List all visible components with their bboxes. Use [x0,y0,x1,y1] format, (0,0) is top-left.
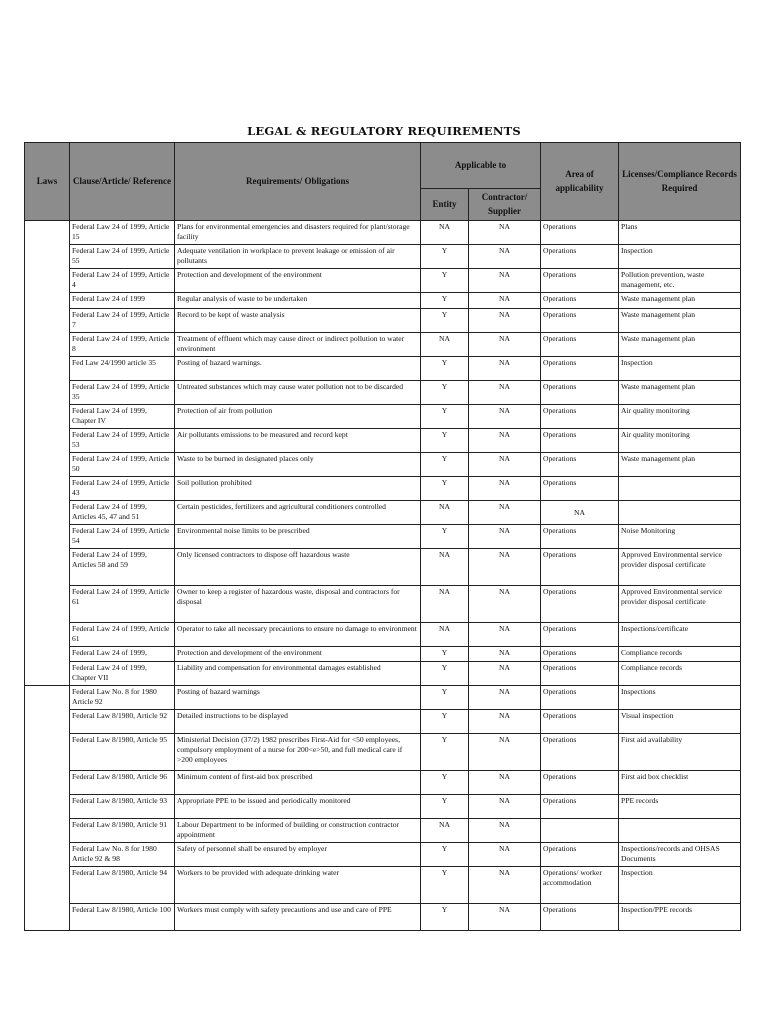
table-row [25,357,741,381]
contractor-cell: NA [469,586,541,623]
area-cell: Operations [541,549,619,586]
contractor-cell: NA [469,771,541,795]
contractor-cell: NA [469,867,541,904]
records-cell: Plans [619,221,741,245]
entity-cell: NA [421,501,469,525]
contractor-cell: NA [469,453,541,477]
requirement-cell: Waste to be burned in designated places only [175,453,421,477]
entity-cell: Y [421,710,469,734]
table-row [25,795,741,819]
requirement-cell: Ministerial Decision (37/2) 1982 prescribes First-Aid for <50 employees, compulsory employment of a nurse for 200<e>50, and full medical care if >200 employees [175,734,421,771]
area-cell: Operations [541,771,619,795]
entity-cell: Y [421,734,469,771]
entity-cell: Y [421,795,469,819]
table-row [25,333,741,357]
clause-cell: Federal Law 24 of 1999, Article 43 [70,477,175,501]
records-cell: Waste management plan [619,293,741,309]
entity-cell: Y [421,662,469,686]
contractor-cell: NA [469,477,541,501]
table-row [25,293,741,309]
requirement-cell: Air pollutants emissions to be measured and record kept [175,429,421,453]
contractor-cell: NA [469,381,541,405]
table-row [25,586,741,623]
records-cell: Compliance records [619,662,741,686]
entity-cell: Y [421,525,469,549]
contractor-cell: NA [469,647,541,662]
area-cell: Operations [541,662,619,686]
records-cell: Pollution prevention, waste management, etc. [619,269,741,293]
contractor-cell: NA [469,309,541,333]
contractor-cell: NA [469,623,541,647]
entity-cell: Y [421,429,469,453]
entity-cell: Y [421,309,469,333]
area-cell: Operations [541,245,619,269]
requirement-cell: Only licensed contractors to dispose off hazardous waste [175,549,421,586]
area-cell: Operations [541,221,619,245]
requirement-cell: Untreated substances which may cause water pollution not to be discarded [175,381,421,405]
table-body [25,221,741,931]
area-cell: Operations [541,429,619,453]
header-records: Licenses/Compliance Records Required [619,143,741,221]
clause-cell: Federal Law 24 of 1999, Article 53 [70,429,175,453]
clause-cell: Federal Law 8/1980, Article 95 [70,734,175,771]
header-laws: Laws [25,143,70,221]
area-cell [541,819,619,843]
clause-cell: Federal Law 24 of 1999, Chapter VII [70,662,175,686]
table-row [25,501,741,525]
table-row [25,429,741,453]
area-cell: Operations [541,453,619,477]
requirement-cell: Environmental noise limits to be prescribed [175,525,421,549]
requirement-cell: Protection of air from pollution [175,405,421,429]
clause-cell: Federal Law 24 of 1999, Article 61 [70,586,175,623]
header-contractor: Contractor/ Supplier [469,189,541,221]
contractor-cell: NA [469,686,541,710]
clause-cell: Federal Law 24 of 1999, Article 15 [70,221,175,245]
records-cell: Inspection/PPE records [619,904,741,931]
law-group-cell [25,686,70,931]
table-row [25,477,741,501]
table-row [25,734,741,771]
clause-cell: Federal Law 24 of 1999, Article 4 [70,269,175,293]
records-cell: Visual inspection [619,710,741,734]
contractor-cell: NA [469,245,541,269]
clause-cell: Federal Law 24 of 1999 [70,293,175,309]
clause-cell: Federal Law 24 of 1999, Chapter IV [70,405,175,429]
requirement-cell: Treatment of effluent which may cause direct or indirect pollution to water environment [175,333,421,357]
contractor-cell: NA [469,429,541,453]
entity-cell: Y [421,477,469,501]
requirement-cell: Record to be kept of waste analysis [175,309,421,333]
table-row [25,686,741,710]
law-group-cell [25,221,70,686]
contractor-cell: NA [469,819,541,843]
clause-cell: Federal Law 8/1980, Article 96 [70,771,175,795]
clause-cell: Federal Law 24 of 1999, Article 54 [70,525,175,549]
entity-cell: Y [421,867,469,904]
clause-cell: Federal Law No. 8 for 1980 Article 92 & 98 [70,843,175,867]
entity-cell: Y [421,357,469,381]
entity-cell: Y [421,453,469,477]
contractor-cell: NA [469,662,541,686]
area-cell: Operations [541,734,619,771]
records-cell [619,819,741,843]
table-row [25,381,741,405]
header-area: Area of applicability [541,143,619,221]
entity-cell: NA [421,586,469,623]
entity-cell: Y [421,245,469,269]
area-cell: Operations [541,623,619,647]
requirement-cell: Certain pesticides, fertilizers and agricultural conditioners controlled [175,501,421,525]
contractor-cell: NA [469,549,541,586]
table-row [25,221,741,245]
area-cell: Operations [541,293,619,309]
records-cell: Waste management plan [619,309,741,333]
records-cell: Air quality monitoring [619,405,741,429]
requirement-cell: Soil pollution prohibited [175,477,421,501]
area-cell: Operations [541,904,619,931]
entity-cell: Y [421,686,469,710]
table-row [25,843,741,867]
contractor-cell: NA [469,904,541,931]
area-cell: Operations [541,333,619,357]
area-cell: Operations [541,357,619,381]
table-row [25,867,741,904]
requirement-cell: Appropriate PPE to be issued and periodically monitored [175,795,421,819]
requirement-cell: Safety of personnel shall be ensured by employer [175,843,421,867]
area-cell: NA [541,501,619,525]
table-row [25,549,741,586]
area-cell: Operations [541,525,619,549]
records-cell: Inspection [619,357,741,381]
contractor-cell: NA [469,269,541,293]
table-row [25,405,741,429]
requirement-cell: Liability and compensation for environmental damages established [175,662,421,686]
table-row [25,623,741,647]
contractor-cell: NA [469,221,541,245]
clause-cell: Federal Law 24 of 1999, Article 55 [70,245,175,269]
contractor-cell: NA [469,357,541,381]
clause-cell: Federal Law No. 8 for 1980 Article 92 [70,686,175,710]
entity-cell: Y [421,269,469,293]
area-cell: Operations [541,269,619,293]
area-cell: Operations [541,647,619,662]
clause-cell: Federal Law 24 of 1999, Article 8 [70,333,175,357]
entity-cell: Y [421,381,469,405]
requirement-cell: Minimum content of first-aid box prescribed [175,771,421,795]
clause-cell: Federal Law 24 of 1999, Article 35 [70,381,175,405]
requirement-cell: Adequate ventilation in workplace to prevent leakage or emission of air pollutants [175,245,421,269]
entity-cell: NA [421,623,469,647]
contractor-cell: NA [469,843,541,867]
clause-cell: Federal Law 8/1980, Article 94 [70,867,175,904]
entity-cell: NA [421,221,469,245]
area-cell: Operations [541,405,619,429]
requirement-cell: Operator to take all necessary precautions to ensure no damage to environment [175,623,421,647]
requirement-cell: Workers must comply with safety precautions and use and care of PPE [175,904,421,931]
clause-cell: Federal Law 24 of 1999, [70,647,175,662]
records-cell: Waste management plan [619,333,741,357]
table-row [25,309,741,333]
table-row [25,647,741,662]
entity-cell: Y [421,647,469,662]
entity-cell: NA [421,819,469,843]
records-cell: Inspections [619,686,741,710]
records-cell: Inspection [619,245,741,269]
table-row [25,453,741,477]
records-cell: PPE records [619,795,741,819]
header-applicable-to: Applicable to [421,143,541,189]
records-cell: Compliance records [619,647,741,662]
records-cell: Approved Environmental service provider disposal certificate [619,586,741,623]
records-cell: Inspections/records and OHSAS Documents [619,843,741,867]
requirement-cell: Detailed instructions to be displayed [175,710,421,734]
entity-cell: NA [421,549,469,586]
table-row [25,710,741,734]
records-cell [619,501,741,525]
clause-cell: Federal Law 24 of 1999, Article 50 [70,453,175,477]
clause-cell: Federal Law 8/1980, Article 100 [70,904,175,931]
area-cell: Operations [541,795,619,819]
requirement-cell: Workers to be provided with adequate drinking water [175,867,421,904]
records-cell: Inspection [619,867,741,904]
clause-cell: Federal Law 24 of 1999, Article 7 [70,309,175,333]
entity-cell: Y [421,405,469,429]
contractor-cell: NA [469,405,541,429]
clause-cell: Fed Law 24/1990 article 35 [70,357,175,381]
entity-cell: Y [421,293,469,309]
table-row [25,904,741,931]
records-cell: First aid box checklist [619,771,741,795]
area-cell: Operations [541,686,619,710]
records-cell: Noise Monitoring [619,525,741,549]
clause-cell: Federal Law 8/1980, Article 91 [70,819,175,843]
table-row [25,269,741,293]
entity-cell: NA [421,333,469,357]
header-entity: Entity [421,189,469,221]
records-cell: Air quality monitoring [619,429,741,453]
area-cell: Operations [541,586,619,623]
area-cell: Operations [541,843,619,867]
table-row [25,819,741,843]
area-cell: Operations [541,309,619,333]
clause-cell: Federal Law 24 of 1999, Article 61 [70,623,175,647]
records-cell: First aid availability [619,734,741,771]
table-row [25,525,741,549]
area-cell: Operations [541,710,619,734]
requirement-cell: Protection and development of the environment [175,269,421,293]
contractor-cell: NA [469,734,541,771]
records-cell: Waste management plan [619,453,741,477]
entity-cell: Y [421,771,469,795]
clause-cell: Federal Law 24 of 1999, Articles 58 and 59 [70,549,175,586]
table-row [25,771,741,795]
contractor-cell: NA [469,795,541,819]
contractor-cell: NA [469,501,541,525]
records-cell: Waste management plan [619,381,741,405]
requirement-cell: Plans for environmental emergencies and disasters required for plant/storage facility [175,221,421,245]
requirement-cell: Protection and development of the environment [175,647,421,662]
records-cell: Approved Environmental service provider disposal certificate [619,549,741,586]
area-cell: Operations [541,477,619,501]
records-cell: Inspections/certificate [619,623,741,647]
requirement-cell: Regular analysis of waste to be undertaken [175,293,421,309]
header-requirements: Requirements/ Obligations [175,143,421,221]
requirement-cell: Posting of hazard warnings. [175,357,421,381]
header-clause: Clause/Article/ Reference [70,143,175,221]
clause-cell: Federal Law 24 of 1999, Articles 45, 47 and 51 [70,501,175,525]
clause-cell: Federal Law 8/1980, Article 92 [70,710,175,734]
requirement-cell: Owner to keep a register of hazardous waste, disposal and contractors for disposal [175,586,421,623]
requirement-cell: Posting of hazard warnings [175,686,421,710]
contractor-cell: NA [469,293,541,309]
contractor-cell: NA [469,710,541,734]
entity-cell: Y [421,843,469,867]
contractor-cell: NA [469,333,541,357]
records-cell [619,477,741,501]
requirement-cell: Labour Department to be informed of building or construction contractor appointment [175,819,421,843]
clause-cell: Federal Law 8/1980, Article 93 [70,795,175,819]
table-row [25,245,741,269]
table-header [25,143,741,221]
contractor-cell: NA [469,525,541,549]
document-title: LEGAL & REGULATORY REQUIREMENTS [247,124,521,138]
area-cell: Operations [541,381,619,405]
entity-cell: Y [421,904,469,931]
requirements-table [24,142,741,931]
table-row [25,662,741,686]
area-cell: Operations/ worker accommodation [541,867,619,904]
